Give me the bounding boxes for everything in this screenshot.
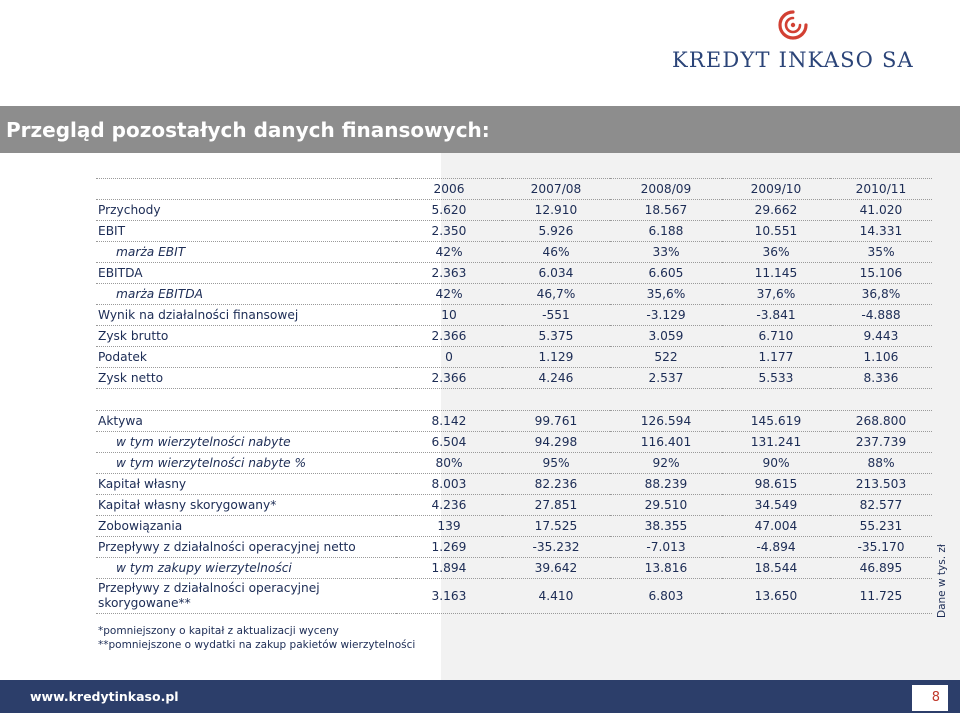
table-row [96, 474, 932, 495]
table-cell: 522 [610, 347, 722, 368]
row-label: Wynik na działalności finansowej [96, 305, 396, 326]
table-cell: 2.350 [396, 221, 502, 242]
table-row [96, 284, 932, 305]
table-cell: 82.577 [830, 495, 932, 516]
table-cell: -7.013 [610, 537, 722, 558]
table-cell: 46.895 [830, 558, 932, 579]
footnote: **pomniejszone o wydatki na zakup pakietów wierzytelności [98, 639, 416, 651]
row-label: Zysk netto [96, 368, 396, 389]
row-label: Aktywa [96, 411, 396, 432]
page-number-badge [912, 685, 948, 711]
company-logo [672, 8, 942, 72]
table-cell: 213.503 [830, 474, 932, 495]
table-cell: 2.537 [610, 368, 722, 389]
table-cell: 17.525 [502, 516, 610, 537]
table-cell: 92% [610, 453, 722, 474]
table-cell: 11.145 [722, 263, 830, 284]
table-cell: 29.662 [722, 200, 830, 221]
column-header: 2010/11 [830, 179, 932, 200]
table-header-row [96, 179, 932, 200]
table-cell: 9.443 [830, 326, 932, 347]
table-cell: -551 [502, 305, 610, 326]
table-cell: 6.803 [610, 579, 722, 614]
table-cell: -35.170 [830, 537, 932, 558]
financial-table-container [96, 178, 932, 614]
table-cell: 6.504 [396, 432, 502, 453]
table-cell: 5.926 [502, 221, 610, 242]
column-header: 2006 [396, 179, 502, 200]
table-spacer-row [96, 389, 932, 411]
title-bar [0, 106, 960, 153]
table-cell: 139 [396, 516, 502, 537]
logo-text: KREDYT INKASO SA [672, 48, 914, 72]
table-cell: 88.239 [610, 474, 722, 495]
row-label: Kapitał własny [96, 474, 396, 495]
table-cell: 12.910 [502, 200, 610, 221]
table-cell: 10.551 [722, 221, 830, 242]
table-row [96, 432, 932, 453]
row-label: EBIT [96, 221, 396, 242]
table-cell: 116.401 [610, 432, 722, 453]
table-cell: -4.894 [722, 537, 830, 558]
table-cell: 99.761 [502, 411, 610, 432]
table-cell: -35.232 [502, 537, 610, 558]
units-note [936, 544, 950, 618]
table-cell: 95% [502, 453, 610, 474]
table-cell: 5.533 [722, 368, 830, 389]
table-cell: 6.710 [722, 326, 830, 347]
footnotes [98, 624, 415, 652]
table-row [96, 495, 932, 516]
table-cell: 47.004 [722, 516, 830, 537]
table-cell: 88% [830, 453, 932, 474]
row-label: Przychody [96, 200, 396, 221]
table-row [96, 200, 932, 221]
table-cell: 4.410 [502, 579, 610, 614]
table-cell: -3.129 [610, 305, 722, 326]
table-cell: 36,8% [830, 284, 932, 305]
table-cell: 1.269 [396, 537, 502, 558]
row-label: Podatek [96, 347, 396, 368]
table-cell: 6.188 [610, 221, 722, 242]
table-cell: 1.894 [396, 558, 502, 579]
table-cell: 46,7% [502, 284, 610, 305]
table-cell: 8.003 [396, 474, 502, 495]
column-header: 2007/08 [502, 179, 610, 200]
table-row [96, 579, 932, 614]
row-label: w tym wierzytelności nabyte % [96, 453, 396, 474]
table-row [96, 305, 932, 326]
table-cell: 3.163 [396, 579, 502, 614]
table-row [96, 453, 932, 474]
column-header: 2009/10 [722, 179, 830, 200]
row-label: marża EBITDA [96, 284, 396, 305]
table-row [96, 347, 932, 368]
table-row [96, 516, 932, 537]
table-cell: 35,6% [610, 284, 722, 305]
table-cell: 126.594 [610, 411, 722, 432]
table-row [96, 537, 932, 558]
footnote: *pomniejszony o kapitał z aktualizacji wyceny [98, 625, 339, 637]
table-cell: 18.567 [610, 200, 722, 221]
table-cell: 268.800 [830, 411, 932, 432]
table-cell: 37,6% [722, 284, 830, 305]
table-cell: -3.841 [722, 305, 830, 326]
table-cell: 27.851 [502, 495, 610, 516]
table-row [96, 221, 932, 242]
table-cell: 145.619 [722, 411, 830, 432]
table-cell: -4.888 [830, 305, 932, 326]
table-cell: 2.363 [396, 263, 502, 284]
table-cell: 35% [830, 242, 932, 263]
page-title: Przegląd pozostałych danych finansowych: [6, 118, 490, 142]
table-cell: 2.366 [396, 368, 502, 389]
table-cell: 5.620 [396, 200, 502, 221]
table-cell: 42% [396, 242, 502, 263]
table-cell: 34.549 [722, 495, 830, 516]
table-cell: 10 [396, 305, 502, 326]
table-cell: 33% [610, 242, 722, 263]
table-cell: 94.298 [502, 432, 610, 453]
row-label: Przepływy z działalności operacyjnej skorygowane** [96, 579, 396, 614]
table-cell: 1.106 [830, 347, 932, 368]
table-cell: 39.642 [502, 558, 610, 579]
table-cell: 6.034 [502, 263, 610, 284]
row-label: w tym zakupy wierzytelności [96, 558, 396, 579]
table-cell: 14.331 [830, 221, 932, 242]
table-row [96, 263, 932, 284]
row-label: marża EBIT [96, 242, 396, 263]
table-cell: 1.177 [722, 347, 830, 368]
table-cell: 36% [722, 242, 830, 263]
row-label: Zobowiązania [96, 516, 396, 537]
table-row [96, 368, 932, 389]
table-cell: 18.544 [722, 558, 830, 579]
spacer-cell [96, 389, 932, 411]
footer-bar [0, 680, 960, 713]
table-cell: 42% [396, 284, 502, 305]
table-cell: 41.020 [830, 200, 932, 221]
website-link[interactable]: www.kredytinkaso.pl [30, 689, 179, 704]
table-cell: 8.336 [830, 368, 932, 389]
table-row [96, 242, 932, 263]
table-cell: 13.650 [722, 579, 830, 614]
table-cell: 38.355 [610, 516, 722, 537]
table-cell: 131.241 [722, 432, 830, 453]
table-cell: 90% [722, 453, 830, 474]
page-number: 8 [931, 690, 940, 705]
units-note-text: Dane w tys. zł [936, 544, 948, 618]
row-label: w tym wierzytelności nabyte [96, 432, 396, 453]
table-cell: 4.236 [396, 495, 502, 516]
table-cell: 80% [396, 453, 502, 474]
table-cell: 98.615 [722, 474, 830, 495]
table-cell: 46% [502, 242, 610, 263]
column-header: 2008/09 [610, 179, 722, 200]
table-cell: 29.510 [610, 495, 722, 516]
table-cell: 82.236 [502, 474, 610, 495]
table-cell: 3.059 [610, 326, 722, 347]
row-label: Przepływy z działalności operacyjnej netto [96, 537, 396, 558]
table-row [96, 326, 932, 347]
table-cell: 13.816 [610, 558, 722, 579]
table-row [96, 558, 932, 579]
financial-table [96, 178, 932, 614]
row-label: Zysk brutto [96, 326, 396, 347]
table-cell: 6.605 [610, 263, 722, 284]
table-cell: 4.246 [502, 368, 610, 389]
table-cell: 11.725 [830, 579, 932, 614]
row-label: EBITDA [96, 263, 396, 284]
table-cell: 0 [396, 347, 502, 368]
table-cell: 55.231 [830, 516, 932, 537]
table-cell: 1.129 [502, 347, 610, 368]
swirl-logo-icon [776, 8, 810, 42]
table-cell: 8.142 [396, 411, 502, 432]
table-cell: 5.375 [502, 326, 610, 347]
table-cell: 237.739 [830, 432, 932, 453]
table-cell: 2.366 [396, 326, 502, 347]
column-header [96, 179, 396, 200]
table-cell: 15.106 [830, 263, 932, 284]
table-row [96, 411, 932, 432]
row-label: Kapitał własny skorygowany* [96, 495, 396, 516]
